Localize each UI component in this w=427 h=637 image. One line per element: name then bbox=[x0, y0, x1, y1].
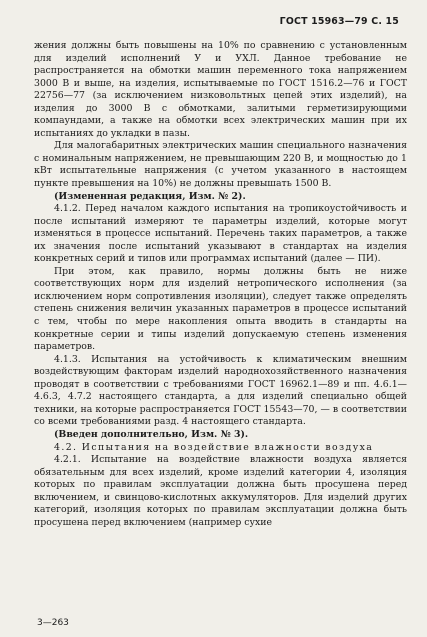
clause-4-1-3: 4.1.3. Испытания на устойчивость к климатическим внешним воздействующим факторам изделий народнохозяйственного назначения проводят в соответствии с требованиями ГОСТ 16962.1—89 и пп. 4.6.1—4.6.3, 4.7.2 настоящего стандарта, а для изделий специально общей техники, на которые распространяется ГОСТ 15543—70, — в соответствии со всеми требованиями разд. 4 настоящего стандарта. bbox=[34, 353, 407, 428]
amendment-note-3: (Введен дополнительно, Изм. № 3). bbox=[54, 428, 249, 440]
page-header: ГОСТ 15963—79 С. 15 bbox=[279, 16, 399, 27]
paragraph-norms: При этом, как правило, нормы должны быть не ниже соответствующих норм для изделий нетропического исполнения (за исключением норм сопротивления изоляции), следует также определять степень снижения величин указанных параметров в процессе испытаний с тем, чтобы по мере накопления опыта вводить в стандарты на конкретные серии и типы изделий допускаемую степень изменения параметров. bbox=[34, 265, 407, 353]
clause-4-1-2: 4.1.2. Перед началом каждого испытания на тропикоустойчивость и после испытаний измеряют те параметры изделий, которые могут изменяться в процессе испытаний. Перечень таких параметров, а также их значения после испытаний указывают в стандартах на изделия конкретных серий и типов или программах испытаний (далее — ПИ). bbox=[34, 203, 407, 265]
paragraph-continuation: жения должны быть повышены на 10% по сравнению с установленным для изделий исполнений У и УХЛ. Данное требование не распространяется на обмотки машин переменного тока напряжением 3000 В и выше, на изделия, испытываемые по ГОСТ 1516.2—76 и ГОСТ 22756—77 (за исключением низковольтных цепей этих изделий), на изделия до 3000 В с обмотками, залитыми герметизирующими компаундами, а также на обмотки всех электрических машин при их испытаниях до укладки в пазы. bbox=[34, 40, 407, 139]
section-heading-4-2: 4.2. Испытания на воздействие влажности воздуха bbox=[54, 441, 374, 453]
page-footer-mark: 3—263 bbox=[37, 618, 69, 628]
clause-4-2-1: 4.2.1. Испытание на воздействие влажности воздуха является обязательным для всех изделий, кроме изделий категории 4, изоляция которых по правилам эксплуатации должна быть просушена перед включением, и свинцово-кислотных аккумуляторов. Для изделий других категорий, изоляция которых по правилам эксплуатации должна быть просушена перед включением (например сухие bbox=[34, 454, 407, 528]
paragraph-small-machines: Для малогабаритных электрических машин специального назначения с номинальным напряжением, не превышающим 220 В, и мощностью до 1 кВт испытательные напряжения (с учетом указанного в настоящем пункте превышения на 10%) не должны превышать 1500 В. bbox=[34, 140, 407, 190]
amendment-note-2: (Измененная редакция, Изм. № 2). bbox=[54, 190, 246, 202]
document-body bbox=[34, 40, 407, 529]
